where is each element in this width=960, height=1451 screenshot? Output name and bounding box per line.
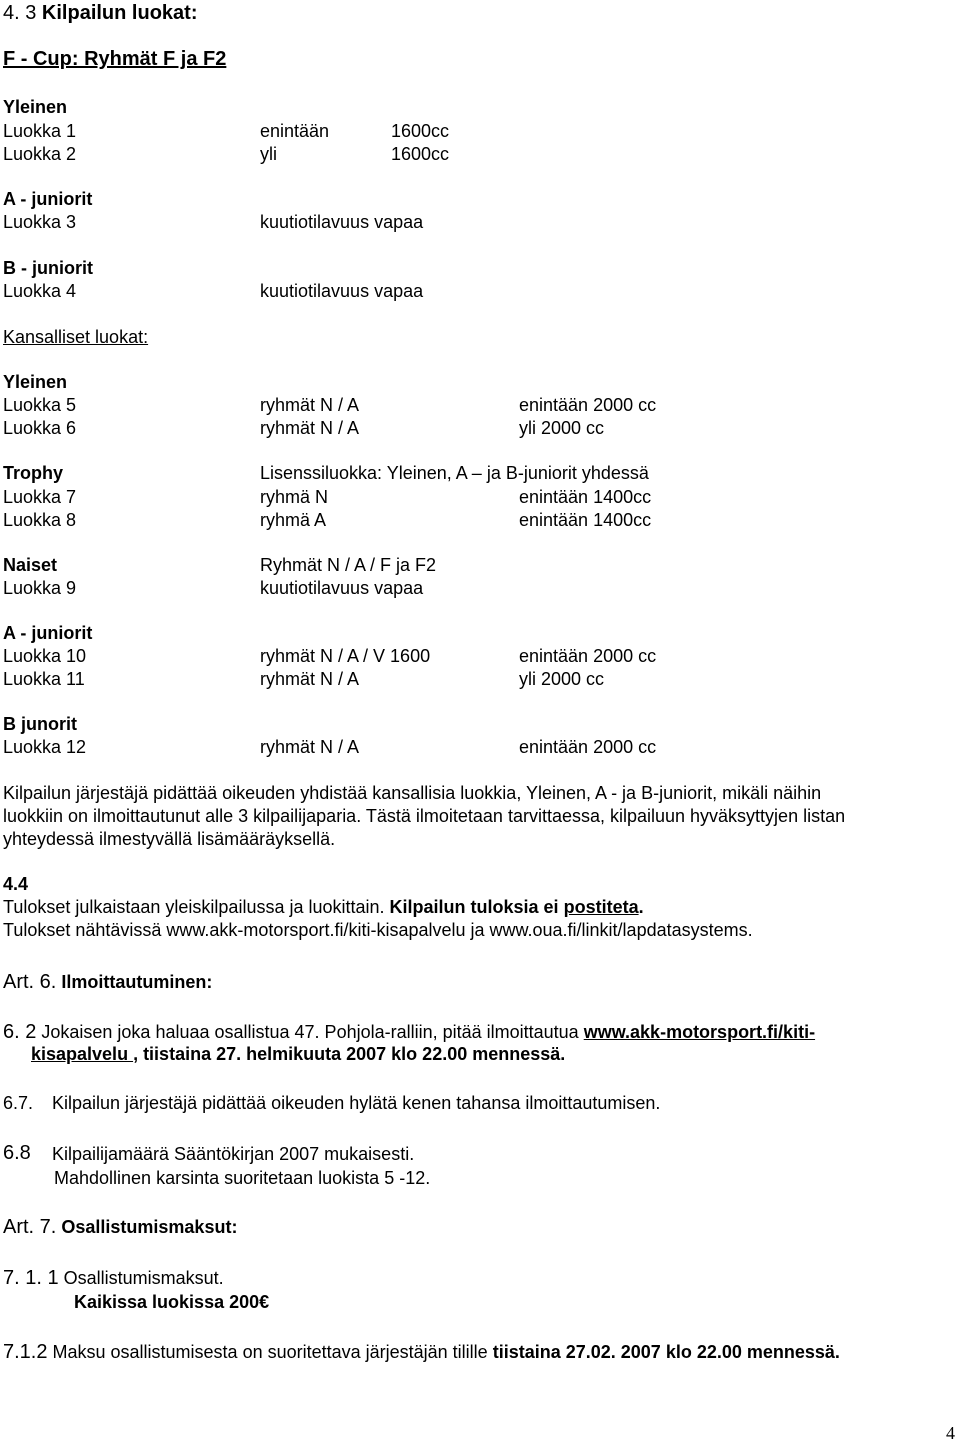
art-7-number: Art. 7.	[3, 1216, 57, 1238]
results-period: .	[638, 897, 644, 917]
fcup-yleinen-heading: Yleinen	[3, 97, 68, 117]
class-1-rule: enintään	[260, 121, 330, 141]
art-6-title: Ilmoittautuminen:	[61, 972, 213, 992]
nat-a-juniors-heading: A - juniorit	[3, 623, 93, 643]
art-6-heading	[3, 972, 212, 992]
section-7-1-1-line	[3, 1268, 224, 1288]
class-5-cc: enintään 2000 cc	[519, 395, 657, 415]
class-9-label: Luokka 9	[3, 578, 77, 598]
section-6-8-text-2: Mahdollinen karsinta suoritetaan luokista 5 -12.	[54, 1168, 431, 1188]
combine-paragraph-line-3: yhteydessä ilmestyvällä lisämääräyksellä.	[3, 829, 336, 849]
class-7-label: Luokka 7	[3, 487, 77, 507]
class-1-label: Luokka 1	[3, 121, 77, 141]
fee-all-classes: Kaikissa luokissa 200€	[74, 1292, 270, 1312]
class-4-rule: kuutiotilavuus vapaa	[260, 281, 424, 301]
section-7-1-2-text: Maksu osallistumisesta on suoritettava järjestäjän tilille	[52, 1342, 493, 1362]
art-7-heading	[3, 1217, 237, 1237]
section-4-4-number: 4.4	[3, 874, 29, 894]
naiset-note: Ryhmät N / A / F ja F2	[260, 555, 437, 575]
class-5-label: Luokka 5	[3, 395, 77, 415]
class-6-cc: yli 2000 cc	[519, 418, 605, 438]
class-8-groups: ryhmä A	[260, 510, 327, 530]
payment-deadline: tiistaina 27.02. 2007 klo 22.00 mennessä.	[492, 1342, 840, 1362]
nat-yleinen-heading: Yleinen	[3, 372, 68, 392]
section-6-2-number: 6. 2	[3, 1021, 37, 1043]
class-11-label: Luokka 11	[3, 669, 85, 689]
combine-paragraph-line-2: luokkiin on ilmoittautunut alle 3 kilpailijaparia. Tästä ilmoitetaan tarvittaessa, kilpailuun hyväksyttyjen listan	[3, 806, 846, 826]
class-4-label: Luokka 4	[3, 281, 77, 301]
page-number: 4	[946, 1423, 955, 1443]
class-10-label: Luokka 10	[3, 646, 87, 666]
art-7-title: Osallistumismaksut:	[61, 1217, 238, 1237]
class-2-label: Luokka 2	[3, 144, 77, 164]
results-not-mailed-text: Kilpailun tuloksia ei	[389, 897, 564, 917]
results-line-2: Tulokset nähtävissä www.akk-motorsport.fi/kiti-kisapalvelu ja www.oua.fi/linkit/lapdatasystems.	[3, 920, 753, 940]
trophy-heading: Trophy	[3, 463, 64, 483]
class-9-rule: kuutiotilavuus vapaa	[260, 578, 424, 598]
class-2-cc: 1600cc	[391, 144, 450, 164]
page-title: F - Cup: Ryhmät F ja F2	[3, 48, 227, 70]
class-6-label: Luokka 6	[3, 418, 77, 438]
class-3-rule: kuutiotilavuus vapaa	[260, 212, 424, 232]
section-6-8-text-1: Kilpailijamäärä Sääntökirjan 2007 mukaisesti.	[52, 1144, 415, 1164]
class-11-groups: ryhmät N / A	[260, 669, 360, 689]
class-8-cc: enintään 1400cc	[519, 510, 652, 530]
class-12-label: Luokka 12	[3, 737, 87, 757]
section-6-7-text: Kilpailun järjestäjä pidättää oikeuden hylätä kenen tahansa ilmoittautumisen.	[52, 1093, 661, 1113]
section-6-7-number: 6.7.	[3, 1093, 34, 1113]
results-mailed-word: postiteta	[563, 897, 639, 917]
class-2-rule: yli	[260, 144, 277, 164]
section-number: 4. 3	[3, 2, 37, 24]
class-12-cc: enintään 2000 cc	[519, 737, 657, 757]
class-8-label: Luokka 8	[3, 510, 77, 530]
section-7-1-2-number: 7.1.2	[3, 1341, 48, 1363]
national-classes-heading: Kansalliset luokat:	[3, 327, 149, 347]
fcup-b-juniors-heading: B - juniorit	[3, 258, 93, 278]
class-10-cc: enintään 2000 cc	[519, 646, 657, 666]
section-title: Kilpailun luokat:	[41, 2, 198, 24]
class-1-cc: 1600cc	[391, 121, 450, 141]
section-heading	[3, 3, 197, 23]
class-3-label: Luokka 3	[3, 212, 77, 232]
class-12-groups: ryhmät N / A	[260, 737, 360, 757]
results-published-text: Tulokset julkaistaan yleiskilpailussa ja luokittain.	[3, 897, 390, 917]
naiset-heading: Naiset	[3, 555, 58, 575]
section-6-2-line-1	[3, 1022, 815, 1042]
section-7-1-1-number: 7. 1. 1	[3, 1267, 59, 1289]
class-6-groups: ryhmät N / A	[260, 418, 360, 438]
class-7-cc: enintään 1400cc	[519, 487, 652, 507]
class-7-groups: ryhmä N	[260, 487, 329, 507]
combine-paragraph-line-1: Kilpailun järjestäjä pidättää oikeuden yhdistää kansallisia luokkia, Yleinen, A - ja B-juniorit, mikäli näihin	[3, 783, 822, 803]
class-5-groups: ryhmät N / A	[260, 395, 360, 415]
section-7-1-1-text: Osallistumismaksut.	[63, 1268, 224, 1288]
art-6-number: Art. 6.	[3, 971, 57, 993]
class-10-groups: ryhmät N / A / V 1600	[260, 646, 431, 666]
trophy-note: Lisenssiluokka: Yleinen, A – ja B-juniorit yhdessä	[260, 463, 649, 483]
registration-link-part-2[interactable]: kisapalvelu	[31, 1044, 134, 1064]
class-11-cc: yli 2000 cc	[519, 669, 605, 689]
results-line-1	[3, 898, 644, 916]
nat-b-juniors-heading: B junorit	[3, 714, 77, 734]
section-6-2-line-2	[31, 1045, 565, 1063]
section-7-1-2-line	[3, 1342, 840, 1362]
section-6-2-text: Jokaisen joka haluaa osallistua 47. Pohjola-ralliin, pitää ilmoittautua	[41, 1022, 584, 1042]
section-6-8-number: 6.8	[3, 1142, 31, 1164]
registration-deadline: , tiistaina 27. helmikuuta 2007 klo 22.00 mennessä.	[133, 1044, 566, 1064]
fcup-a-juniors-heading: A - juniorit	[3, 189, 93, 209]
registration-link-part-1[interactable]: www.akk-motorsport.fi/kiti-	[583, 1022, 816, 1042]
